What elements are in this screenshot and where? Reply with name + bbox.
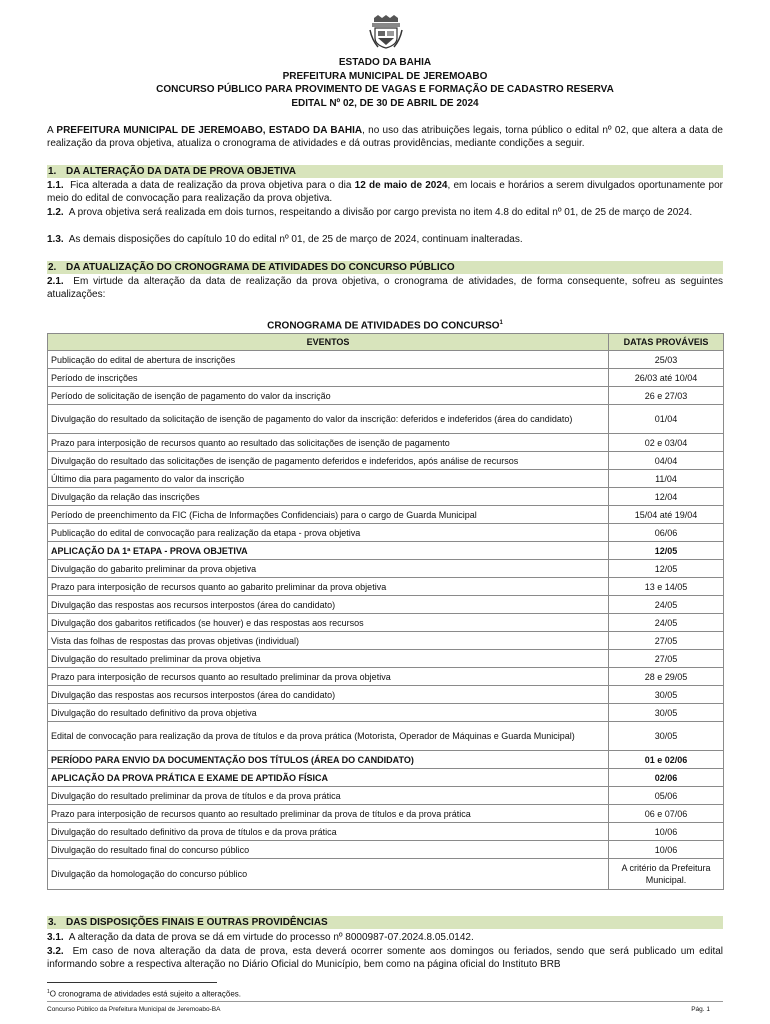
date-cell: 26/03 até 10/04 — [609, 369, 724, 387]
event-cell: Prazo para interposição de recursos quanto ao resultado preliminar da prova objetiva — [48, 668, 609, 686]
table-row — [48, 787, 724, 805]
page-number: Pág. 1 — [691, 1006, 710, 1013]
header-prefecture: PREFEITURA MUNICIPAL DE JEREMOABO — [282, 70, 488, 82]
table-row — [48, 524, 724, 542]
date-cell: 12/04 — [609, 488, 724, 506]
footnote-marker: 1 — [47, 989, 50, 995]
table-row — [48, 614, 724, 632]
table-row — [48, 823, 724, 841]
table-row — [48, 470, 724, 488]
event-cell: Último dia para pagamento do valor da inscrição — [48, 470, 609, 488]
table-caption-footnote-ref: 1 — [499, 320, 503, 326]
table-row — [48, 488, 724, 506]
table-header-row — [48, 334, 724, 351]
event-cell: Divulgação do resultado preliminar da prova de títulos e da prova prática — [48, 787, 609, 805]
table-row — [48, 369, 724, 387]
table-row — [48, 841, 724, 859]
date-cell: 24/05 — [609, 614, 724, 632]
footer-contest-name: Concurso Público da Prefeitura Municipal de Jeremoabo-BA — [47, 1006, 221, 1013]
table-row — [48, 668, 724, 686]
date-cell: 10/06 — [609, 841, 724, 859]
table-caption-text: CRONOGRAMA DE ATIVIDADES DO CONCURSO — [267, 320, 500, 332]
column-header-dates: DATAS PROVÁVEIS — [609, 334, 724, 351]
event-cell: Divulgação do gabarito preliminar da prova objetiva — [48, 560, 609, 578]
date-cell: 26 e 27/03 — [609, 387, 724, 405]
table-row — [48, 650, 724, 668]
event-cell: Divulgação da relação das inscrições — [48, 488, 609, 506]
event-cell: Divulgação do resultado da solicitação de isenção de pagamento do valor da inscrição: deferidos e indeferidos (área do candidato) — [48, 405, 609, 434]
section-3-title: DAS DISPOSIÇÕES FINAIS E OUTRAS PROVIDÊNCIAS — [66, 917, 328, 928]
intro-paragraph — [47, 124, 723, 151]
item-1-1-date: 12 de maio de 2024 — [354, 180, 448, 191]
event-cell: Edital de convocação para realização da prova de títulos e da prova prática (Motorista, Operador de Máquinas e Guarda Municipal) — [48, 722, 609, 751]
item-1-2 — [47, 206, 723, 219]
event-cell: Período de preenchimento da FIC (Ficha de Informações Confidenciais) para o cargo de Guarda Municipal — [48, 506, 609, 524]
item-1-1-number: 1.1. — [47, 180, 64, 191]
item-1-1 — [47, 179, 723, 206]
table-row — [48, 560, 724, 578]
date-cell: 15/04 até 19/04 — [609, 506, 724, 524]
date-cell: 10/06 — [609, 823, 724, 841]
header-state: ESTADO DA BAHIA — [338, 57, 432, 68]
item-3-2 — [47, 945, 723, 972]
date-cell: 02 e 03/04 — [609, 434, 724, 452]
date-cell: 01/04 — [609, 405, 724, 434]
item-2-1-number: 2.1. — [47, 276, 64, 287]
date-cell: 25/03 — [609, 351, 724, 369]
footnote-text: O cronograma de atividades está sujeito a alterações. — [49, 989, 241, 999]
item-1-1-text: Fica alterada a data de realização da prova objetiva para o dia — [70, 180, 355, 191]
date-cell: 11/04 — [609, 470, 724, 488]
table-row — [48, 805, 724, 823]
table-row — [48, 704, 724, 722]
table-row — [48, 542, 724, 560]
event-cell: Divulgação do resultado definitivo da prova objetiva — [48, 704, 609, 722]
table-row — [48, 859, 724, 890]
event-cell: Divulgação das respostas aos recursos interpostos (área do candidato) — [48, 596, 609, 614]
date-cell: 06 e 07/06 — [609, 805, 724, 823]
item-1-2-text: A prova objetiva será realizada em dois turnos, respeitando a divisão por cargo prevista no item 4.8 do edital nº 01, de 25 de março de 2024. — [68, 207, 693, 218]
section-1-title: DA ALTERAÇÃO DA DATA DE PROVA OBJETIVA — [66, 166, 296, 177]
table-row — [48, 686, 724, 704]
table-row — [48, 351, 724, 369]
section-2-number: 2. — [48, 262, 57, 273]
schedule-table — [47, 333, 724, 890]
intro-prefix: A — [47, 125, 57, 136]
intro-rest: , no uso das atribuições legais, torna público o edital nº 02, que altera a data de realização da prova objetiva, atualiza o cronograma de atividades e dá outras providências, mediante condições a seguir. — [47, 125, 723, 150]
event-cell: Vista das folhas de respostas das provas objetivas (individual) — [48, 632, 609, 650]
section-3-number: 3. — [48, 917, 57, 928]
item-2-1-text: Em virtude da alteração da data de realização da prova objetiva, o cronograma de atividades, de forma consequente, sofreu as seguintes atualizações: — [47, 276, 723, 301]
table-row — [48, 452, 724, 470]
item-1-3 — [47, 233, 723, 246]
item-3-1-number: 3.1. — [47, 932, 64, 943]
table-row — [48, 596, 724, 614]
date-cell: 30/05 — [609, 686, 724, 704]
event-cell: APLICAÇÃO DA PROVA PRÁTICA E EXAME DE APTIDÃO FÍSICA — [48, 769, 609, 787]
item-1-3-number: 1.3. — [47, 234, 64, 245]
event-cell: Publicação do edital de convocação para realização da etapa - prova objetiva — [48, 524, 609, 542]
event-cell: Prazo para interposição de recursos quanto ao resultado das solicitações de isenção de pagamento — [48, 434, 609, 452]
date-cell: 12/05 — [609, 560, 724, 578]
table-row — [48, 578, 724, 596]
column-header-events: EVENTOS — [48, 334, 609, 351]
date-cell: A critério da Prefeitura Municipal. — [609, 859, 724, 890]
date-cell: 06/06 — [609, 524, 724, 542]
event-cell: Divulgação dos gabaritos retificados (se houver) e das respostas aos recursos — [48, 614, 609, 632]
event-cell: Período de inscrições — [48, 369, 609, 387]
header-contest: CONCURSO PÚBLICO PARA PROVIMENTO DE VAGAS E FORMAÇÃO DE CADASTRO RESERVA — [156, 84, 614, 95]
intro-bold: PREFEITURA MUNICIPAL DE JEREMOABO, ESTADO DA BAHIA — [56, 125, 363, 136]
item-1-2-number: 1.2. — [47, 207, 64, 218]
event-cell: Prazo para interposição de recursos quanto ao resultado preliminar da prova de títulos e da prova prática — [48, 805, 609, 823]
table-row — [48, 751, 724, 769]
coat-of-arms-icon — [369, 14, 403, 50]
event-cell: Publicação do edital de abertura de inscrições — [48, 351, 609, 369]
section-1-header — [47, 165, 723, 178]
date-cell: 12/05 — [609, 542, 724, 560]
item-2-1 — [47, 275, 723, 302]
item-3-2-text: Em caso de nova alteração da data de prova, esta deverá ocorrer somente aos domingos ou feriados, sendo que será publicado um edital informando sobre a respectiva alteração no Diário Oficial do Município, bem como na página oficial do Instituto BRB — [47, 946, 724, 971]
date-cell: 30/05 — [609, 704, 724, 722]
document-header — [0, 56, 770, 110]
table-row — [48, 632, 724, 650]
event-cell: PERÍODO PARA ENVIO DA DOCUMENTAÇÃO DOS TÍTULOS (ÁREA DO CANDIDATO) — [48, 751, 609, 769]
date-cell: 27/05 — [609, 632, 724, 650]
section-2-title: DA ATUALIZAÇÃO DO CRONOGRAMA DE ATIVIDADES DO CONCURSO PÚBLICO — [66, 262, 455, 273]
item-3-1-text: A alteração da data de prova se dá em virtude do processo nº 8000987-07.2024.8.05.0142. — [68, 932, 474, 943]
item-1-1-text-end: , em locais e horários a serem divulgados oportunamente por meio do edital de convocação para realização da prova objetiva. — [47, 180, 724, 205]
date-cell: 30/05 — [609, 722, 724, 751]
event-cell: Período de solicitação de isenção de pagamento do valor da inscrição — [48, 387, 609, 405]
table-caption — [0, 317, 770, 332]
table-row — [48, 434, 724, 452]
section-2-header — [47, 261, 723, 274]
event-cell: Prazo para interposição de recursos quanto ao gabarito preliminar da prova objetiva — [48, 578, 609, 596]
date-cell: 05/06 — [609, 787, 724, 805]
table-row — [48, 405, 724, 434]
footer-divider — [47, 1001, 723, 1002]
footnote — [47, 989, 241, 999]
table-row — [48, 722, 724, 751]
date-cell: 01 e 02/06 — [609, 751, 724, 769]
table-row — [48, 387, 724, 405]
section-1-number: 1. — [48, 166, 57, 177]
event-cell: Divulgação do resultado final do concurso público — [48, 841, 609, 859]
event-cell: Divulgação das respostas aos recursos interpostos (área do candidato) — [48, 686, 609, 704]
date-cell: 27/05 — [609, 650, 724, 668]
item-1-3-text: As demais disposições do capítulo 10 do edital nº 01, de 25 de março de 2024, continuam inalteradas. — [68, 234, 523, 245]
event-cell: Divulgação do resultado definitivo da prova de títulos e da prova prática — [48, 823, 609, 841]
footnote-divider — [47, 982, 217, 983]
event-cell: Divulgação da homologação do concurso público — [48, 859, 609, 890]
date-cell: 24/05 — [609, 596, 724, 614]
table-row — [48, 506, 724, 524]
event-cell: Divulgação do resultado preliminar da prova objetiva — [48, 650, 609, 668]
date-cell: 13 e 14/05 — [609, 578, 724, 596]
table-row — [48, 769, 724, 787]
event-cell: APLICAÇÃO DA 1ª ETAPA - PROVA OBJETIVA — [48, 542, 609, 560]
item-3-1 — [47, 931, 723, 944]
section-3-header — [47, 916, 723, 929]
date-cell: 02/06 — [609, 769, 724, 787]
date-cell: 04/04 — [609, 452, 724, 470]
item-3-2-number: 3.2. — [47, 946, 64, 957]
event-cell: Divulgação do resultado das solicitações de isenção de pagamento deferidos e indeferidos, após análise de recursos — [48, 452, 609, 470]
header-edict: EDITAL Nº 02, DE 30 DE ABRIL DE 2024 — [291, 97, 479, 109]
date-cell: 28 e 29/05 — [609, 668, 724, 686]
